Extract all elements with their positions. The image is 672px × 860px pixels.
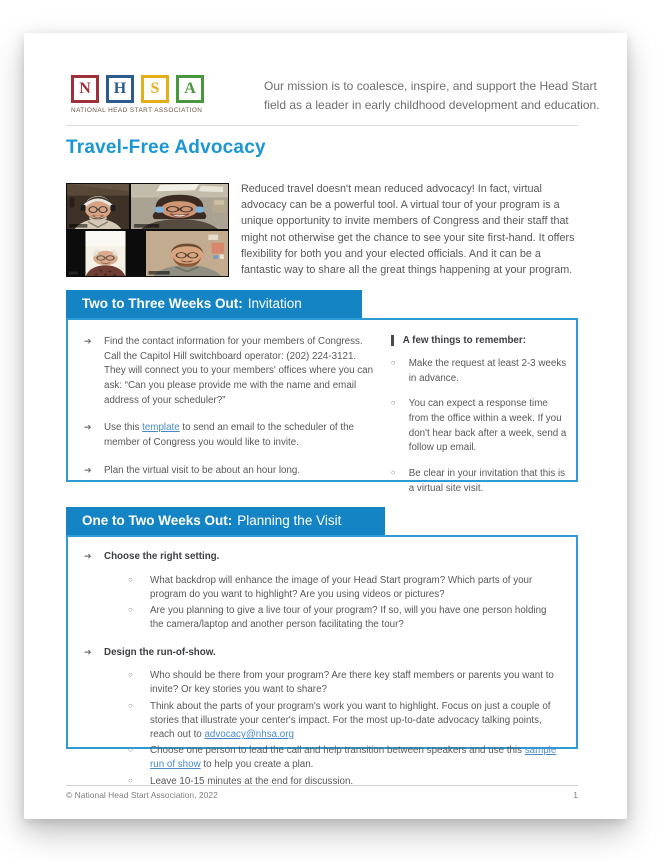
invitation-steps [84, 335, 375, 476]
item-text: Are you planning to give a live tour of your program? If so, will you have one person holding the camera/laptop and another person facilitating the tour? [150, 605, 547, 631]
page-title: Travel-Free Advocacy [66, 137, 266, 158]
group-title-row [84, 550, 562, 565]
arrow-bullet-icon: ➔ [84, 551, 92, 561]
list-item [391, 357, 568, 386]
intro-paragraph: Reduced travel doesn't mean reduced advocacy! In fact, virtual advocacy can be a powerful tool. A virtual tour of your program is a unique opportunity to invite members of Congress and their staff that might not otherwise get the chance to see your site first-hand. It offers flexibility for both you and your elected officials. And it can be a fantastic way to share all the great things happening at your program. [241, 183, 575, 276]
item-text: Who should be there from your program? Are there key staff members or parents you want to invite? Or key stories you want to share? [150, 670, 554, 696]
arrow-bullet-icon: ➔ [84, 464, 92, 475]
nhsa-logo-blocks [71, 75, 211, 103]
section-box-planning [66, 535, 578, 787]
advocacy-email-link[interactable]: advocacy@nhsa.org [204, 729, 294, 740]
woman-smiling-avatar [131, 184, 228, 229]
list-item [391, 397, 568, 456]
section-header-invitation [66, 290, 362, 318]
document-page [24, 33, 627, 819]
participant-bottom-right [146, 231, 228, 276]
nhsa-logo [71, 75, 211, 114]
list-item [84, 335, 375, 408]
list-item [128, 574, 562, 602]
section-box-invitation [66, 318, 578, 494]
planning-group-setting [84, 550, 562, 633]
step-text-post: to send an email to the scheduler of the member of Congress you would like to invite. [104, 422, 354, 449]
step-text: Plan the virtual visit to be about an hour long. [104, 464, 301, 476]
arrow-bullet-icon: ➔ [84, 336, 92, 346]
copyright-text: © National Head Start Association, 2022 [66, 790, 218, 800]
circle-bullet-icon: ○ [390, 398, 396, 408]
circle-bullet-icon: ○ [128, 745, 133, 755]
item-text: What backdrop will enhance the image of your Head Start program? Which parts of your program do you want to highlight? Are you using videos or pictures? [150, 574, 533, 600]
circle-bullet-icon: ○ [390, 468, 396, 478]
list-item [84, 421, 375, 450]
participant-top-right [131, 184, 228, 229]
group-title: Choose the right setting. [104, 551, 220, 562]
circle-bullet-icon: ○ [128, 775, 133, 785]
arrow-bullet-icon: ➔ [84, 422, 92, 433]
video-call-screenshot [66, 183, 229, 277]
list-item [391, 467, 568, 496]
circle-bullet-icon: ○ [128, 670, 133, 680]
participant-top-left [67, 184, 129, 229]
header-divider [66, 125, 578, 126]
circle-bullet-icon: ○ [128, 574, 133, 584]
older-person-avatar [67, 231, 144, 276]
reminder-text: Make the request at least 2-3 weeks in advance. [408, 358, 567, 384]
list-item [128, 700, 562, 743]
document-header [66, 73, 600, 123]
section-header-planning [66, 507, 385, 535]
logo-block-a: A [176, 75, 204, 103]
step-text: Find the contact information for your members of Congress. Call the Capitol Hill switchboard operator: (202) 224-3121. They will connect you to your members' offices where you can ask: “Can you please provide me with the name and email address of your scheduler?” [104, 336, 374, 406]
circle-bullet-icon: ○ [128, 605, 133, 615]
item-text-post: to help you create a plan. [200, 759, 314, 771]
sidebar-title: A few things to remember: [391, 335, 568, 346]
item-text-pre: Choose one person to lead the call and help transition between speakers and use this [150, 745, 525, 757]
list-item [128, 744, 562, 772]
step-text-pre: Use this [104, 422, 143, 434]
step-text [104, 421, 375, 450]
section2-heading-light: Planning the Visit [237, 513, 342, 528]
item-text [150, 700, 562, 743]
logo-tagline: NATIONAL HEAD START ASSOCIATION [71, 107, 203, 114]
logo-block-s: S [141, 75, 169, 103]
section1-heading-light: Invitation [247, 296, 302, 311]
item-text [150, 744, 562, 772]
section1-heading-bold: Two to Three Weeks Out: [82, 296, 243, 311]
group-items [128, 574, 562, 633]
list-item [84, 464, 375, 479]
logo-block-h: H [106, 75, 134, 103]
planning-group-run-of-show [84, 646, 562, 789]
man-with-headset-avatar [67, 184, 129, 229]
page-number: 1 [573, 790, 578, 800]
list-item [128, 669, 562, 697]
arrow-bullet-icon: ➔ [84, 646, 92, 657]
section2-heading-bold: One to Two Weeks Out: [82, 513, 233, 528]
logo-block-n: N [71, 75, 99, 103]
group-title: Design the run-of-show. [104, 646, 216, 658]
group-title-row [84, 646, 562, 661]
bearded-man-avatar [146, 231, 228, 276]
list-item [128, 604, 562, 632]
item-text: Leave 10-15 minutes at the end for discussion. [150, 775, 354, 787]
mission-statement: Our mission is to coalesce, inspire, and support the Head Start field as a leader in early childhood development and education. [264, 79, 600, 112]
template-link[interactable]: template [142, 422, 180, 434]
item-text-pre: Think about the parts of your program's work you want to highlight. Focus on just a couple of stories that illustrate your center's impact. For the most up-to-date advocacy talking points, reach out to [150, 700, 551, 740]
things-to-remember-sidebar [390, 335, 568, 494]
reminder-text: You can expect a response time from the office within a week. If you don't hear back after a week, send a follow up email. [408, 398, 567, 454]
sample-run-of-show-link[interactable]: sample run of show [150, 745, 557, 771]
reminder-text: Be clear in your invitation that this is a virtual site visit. [408, 468, 566, 494]
circle-bullet-icon: ○ [390, 358, 396, 367]
participant-bottom-left [67, 231, 144, 276]
page-footer [66, 785, 578, 800]
group-items [128, 669, 562, 789]
circle-bullet-icon: ○ [128, 700, 133, 710]
